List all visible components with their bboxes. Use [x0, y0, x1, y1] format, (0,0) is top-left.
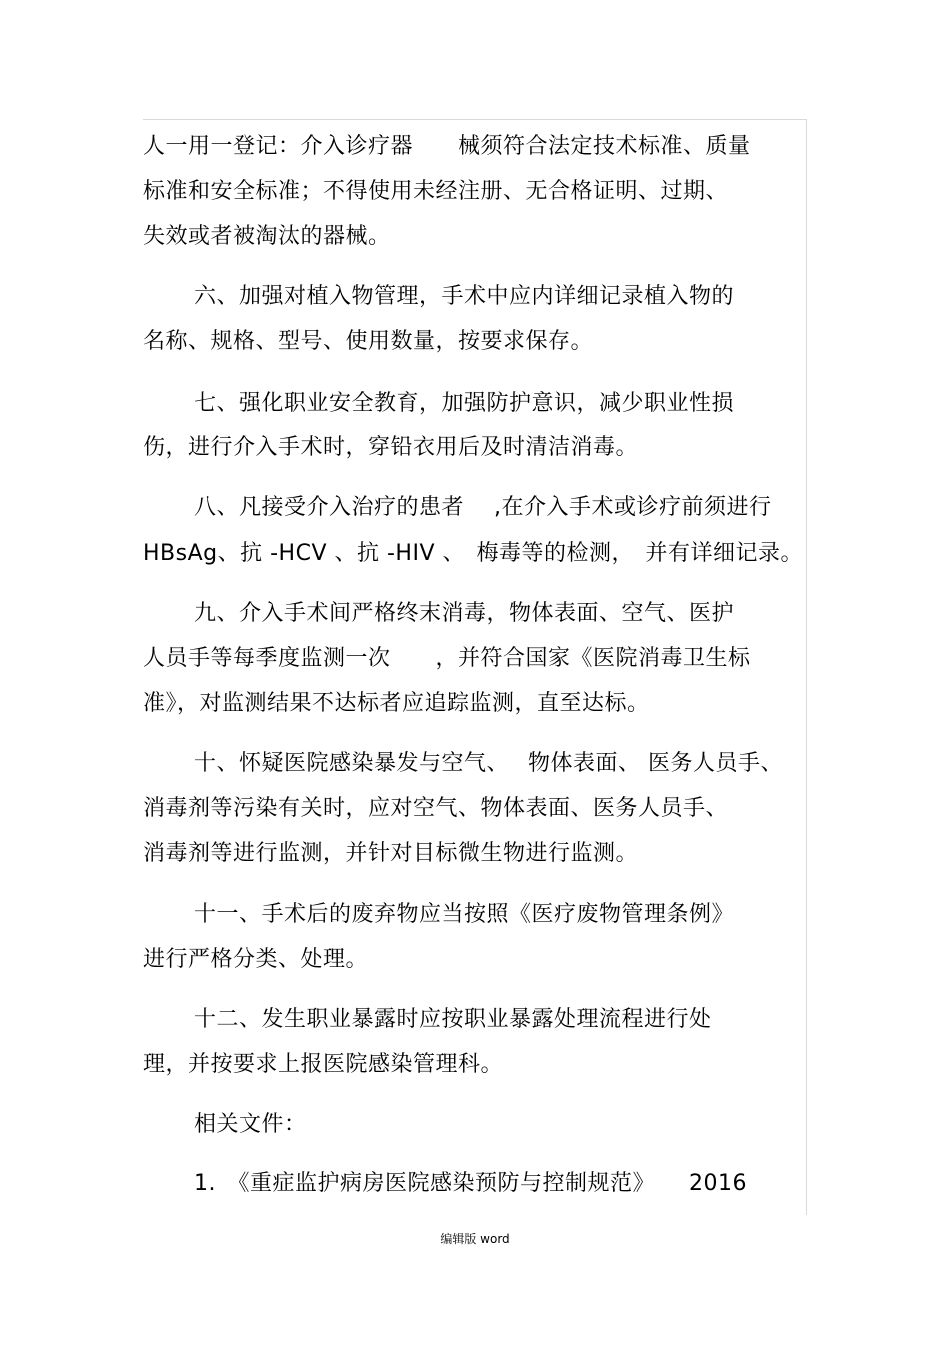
text-line: 名称、规格、型号、使用数量，按要求保存。	[143, 329, 594, 354]
page-footer: 编辑版 word	[440, 1232, 510, 1246]
paragraph-7-line: 七、强化职业安全教育，加强防护意识，减少职业性损	[194, 391, 735, 416]
text-line: 人员手等每季度监测一次 ，并符合国家《医院消毒卫生标	[143, 646, 751, 671]
paragraph-10-line: 十、怀疑医院感染暴发与空气、 物体表面、 医务人员手、	[194, 751, 783, 776]
text-line: HBsAg、抗 -HCV 、抗 -HIV 、 梅毒等的检测， 并有详细记录。	[143, 541, 803, 566]
paragraph-12-line: 十二、发生职业暴露时应按职业暴露处理流程进行处	[194, 1007, 712, 1032]
text-line: 准》，对监测结果不达标者应追踪监测，直至达标。	[143, 691, 650, 716]
text-line: 标准和安全标准；不得使用未经注册、无合格证明、过期、	[143, 179, 729, 204]
text-line: 伤，进行介入手术时，穿铅衣用后及时清洁消毒。	[143, 435, 639, 460]
text-line: 失效或者被淘汰的器械。	[143, 224, 391, 249]
paragraph-11-line: 十一、手术后的废弃物应当按照《医疗废物管理条例》	[194, 902, 735, 927]
text-line: 理，并按要求上报医院感染管理科。	[143, 1052, 504, 1077]
text-line: 人一用一登记：介入诊疗器 械须符合法定技术标准、质量	[143, 134, 751, 159]
related-docs-heading: 相关文件：	[194, 1112, 307, 1137]
text-line: 消毒剂等进行监测，并针对目标微生物进行监测。	[143, 841, 639, 866]
text-line: 消毒剂等污染有关时，应对空气、物体表面、医务人员手、	[143, 796, 729, 821]
paragraph-9-line: 九、介入手术间严格终末消毒，物体表面、空气、医护	[194, 601, 735, 626]
paragraph-8-line: 八、凡接受介入治疗的患者 ,在介入手术或诊疗前须进行	[194, 495, 772, 520]
paragraph-6-line: 六、加强对植入物管理，手术中应内详细记录植入物的	[194, 284, 735, 309]
text-line: 进行严格分类、处理。	[143, 947, 369, 972]
related-doc-item: 1. 《重症监护病房医院感染预防与控制规范》 2016	[194, 1171, 747, 1196]
